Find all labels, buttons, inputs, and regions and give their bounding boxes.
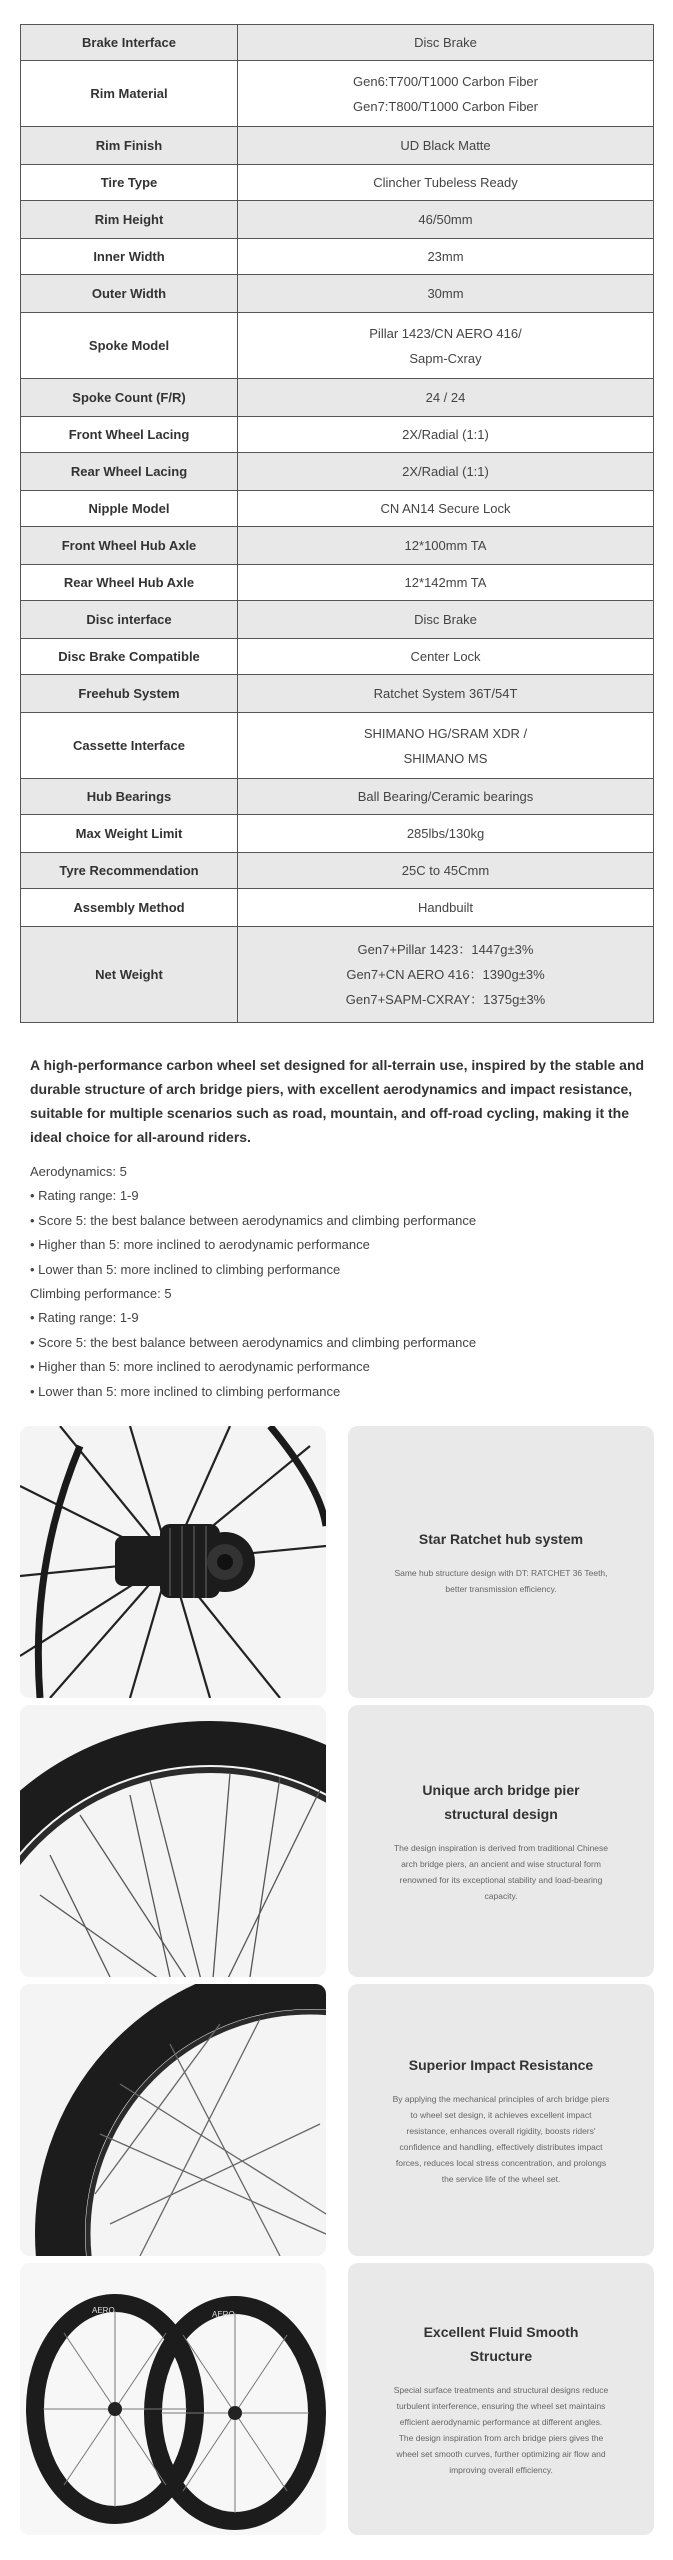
- spec-value-line: 2X/Radial (1:1): [402, 427, 489, 442]
- spec-value-line: 2X/Radial (1:1): [402, 464, 489, 479]
- spec-value: [238, 127, 654, 165]
- spec-value-line: Gen7:T800/T1000 Carbon Fiber: [353, 98, 538, 114]
- rim-spokes-photo: [20, 1984, 326, 2256]
- spec-value-line: Gen7+Pillar 1423：1447g±3%: [357, 942, 534, 957]
- spec-row: [21, 675, 654, 713]
- rating-heading: Aerodynamics: 5: [30, 1164, 127, 1179]
- spec-row: [21, 927, 654, 1023]
- rating-heading: Climbing performance: 5: [30, 1286, 172, 1302]
- spec-label: Nipple Model: [21, 491, 238, 527]
- spec-value: [238, 889, 654, 927]
- spec-value-line: 30mm: [427, 286, 464, 301]
- spec-label: Hub Bearings: [21, 779, 238, 815]
- spec-label: Front Wheel Hub Axle: [21, 527, 238, 565]
- spec-label: Rear Wheel Hub Axle: [21, 565, 238, 601]
- spec-row: [21, 601, 654, 639]
- spec-row: [21, 565, 654, 601]
- spec-label: Tire Type: [21, 165, 238, 201]
- spec-value-line: 24 / 24: [425, 390, 466, 405]
- feature-title: Excellent Fluid Smooth Structure: [423, 2324, 579, 2364]
- spec-row: [21, 379, 654, 417]
- spec-value-line: Center Lock: [410, 649, 481, 664]
- spec-value: [238, 565, 654, 601]
- spec-row: [21, 639, 654, 675]
- spec-value: [238, 927, 654, 1023]
- spec-value-line: 12*100mm TA: [404, 538, 487, 553]
- spec-label: Rim Height: [21, 201, 238, 239]
- spec-value-line: Gen6:T700/T1000 Carbon Fiber: [353, 73, 538, 89]
- spec-value: [238, 313, 654, 379]
- feature-text: Same hub structure design with DT: RATCHET 36 Teeth, better transmission efficiency.: [394, 1568, 608, 1594]
- spec-value: [238, 417, 654, 453]
- spec-value-line: Gen7+SAPM-CXRAY：1375g±3%: [345, 992, 546, 1007]
- spec-row: [21, 61, 654, 127]
- spec-value: [238, 491, 654, 527]
- feature-hub: [20, 1426, 654, 1698]
- product-description: A high-performance carbon wheel set designed for all-terrain use, inspired by the stable and durable structure of arch bridge piers, with excellent aerodynamics and impact resistance, suitable for multiple scenarios such as road, mountain, and off-road cycling, making it the ideal choice for all-around riders.: [30, 1057, 645, 1145]
- spec-label: Outer Width: [21, 275, 238, 313]
- spec-value-line: UD Black Matte: [400, 138, 491, 153]
- spec-row: [21, 25, 654, 61]
- feature-arch: [20, 1705, 654, 1977]
- spec-value-line: 285lbs/130kg: [406, 826, 485, 841]
- feature-card-hub: [348, 1426, 654, 1698]
- spec-value: [238, 239, 654, 275]
- spec-label: Max Weight Limit: [21, 815, 238, 853]
- spec-label: Freehub System: [21, 675, 238, 713]
- feature-card-impact: [348, 1984, 654, 2256]
- spec-label: Rear Wheel Lacing: [21, 453, 238, 491]
- feature-title: Superior Impact Resistance: [408, 2057, 594, 2073]
- spec-value-line: Ratchet System 36T/54T: [373, 686, 518, 701]
- rating-bullet: • Higher than 5: more inclined to aerodynamic performance: [30, 1359, 370, 1375]
- spec-row: [21, 815, 654, 853]
- spec-value-line: SHIMANO HG/SRAM XDR /: [363, 725, 528, 741]
- rim-decal-text: AERO: [92, 2306, 115, 2315]
- spec-row: [21, 713, 654, 779]
- spec-value: [238, 639, 654, 675]
- spec-row: [21, 165, 654, 201]
- rating-bullet: • Score 5: the best balance between aerodynamics and climbing performance: [30, 1334, 477, 1350]
- spec-value: [238, 453, 654, 491]
- spec-row: [21, 275, 654, 313]
- spec-value-line: SHIMANO MS: [403, 750, 488, 766]
- rating-bullet: • Rating range: 1-9: [30, 1310, 139, 1326]
- spec-label: Spoke Model: [21, 313, 238, 379]
- spec-value: [238, 601, 654, 639]
- spec-row: [21, 127, 654, 165]
- spec-label: Assembly Method: [21, 889, 238, 927]
- spec-value: [238, 61, 654, 127]
- spec-label: Spoke Count (F/R): [21, 379, 238, 417]
- spec-value: [238, 275, 654, 313]
- spec-label: Brake Interface: [21, 25, 238, 61]
- spec-value: [238, 201, 654, 239]
- spec-label: Rim Finish: [21, 127, 238, 165]
- wheelset-photo: [20, 2263, 326, 2535]
- spec-value: [238, 779, 654, 815]
- spec-value-line: 12*142mm TA: [404, 575, 487, 590]
- spec-label: Disc interface: [21, 601, 238, 639]
- spec-value: [238, 675, 654, 713]
- feature-title: Star Ratchet hub system: [418, 1531, 584, 1547]
- feature-fluid: [20, 2263, 654, 2535]
- feature-text: Special surface treatments and structural designs reduce turbulent interference, ensuring the wheel set maintains efficient aerodynamic performance at different angles. The design inspiration from arch bridge piers gives the wheel set smooth curves, further optimizing air flow and improving overall efficiency.: [393, 2385, 609, 2475]
- spec-value-line: 23mm: [427, 249, 464, 264]
- spec-row: [21, 417, 654, 453]
- performance-ratings: [30, 1160, 646, 1404]
- feature-title: Unique arch bridge pier structural design: [422, 1782, 580, 1822]
- spec-value-line: Sapm-Cxray: [409, 350, 482, 366]
- rating-bullet: • Lower than 5: more inclined to climbing performance: [30, 1261, 341, 1277]
- spec-label: Rim Material: [21, 61, 238, 127]
- spec-table: [20, 24, 654, 1023]
- spec-row: [21, 453, 654, 491]
- spec-value-line: Clincher Tubeless Ready: [373, 175, 518, 190]
- spec-row: [21, 853, 654, 889]
- rim-decal-text: AERO: [212, 2310, 235, 2319]
- spec-value-line: CN AN14 Secure Lock: [380, 501, 511, 516]
- rating-bullet: • Score 5: the best balance between aerodynamics and climbing performance: [30, 1212, 477, 1228]
- spec-label: Inner Width: [21, 239, 238, 275]
- feature-card-fluid: [348, 2263, 654, 2535]
- spec-value-line: Handbuilt: [418, 900, 473, 915]
- spec-value-line: Disc Brake: [414, 35, 477, 50]
- spec-row: [21, 313, 654, 379]
- spec-row: [21, 779, 654, 815]
- spec-label: Net Weight: [21, 927, 238, 1023]
- spec-value-line: Disc Brake: [414, 612, 477, 627]
- rim-photo: [20, 1705, 326, 1977]
- rating-bullet: • Higher than 5: more inclined to aerodynamic performance: [30, 1237, 370, 1253]
- feature-text: The design inspiration is derived from traditional Chinese arch bridge piers, an ancient and wise structural form renowned for its exceptional stability and load-bearing capacity.: [393, 1843, 609, 1901]
- spec-value: [238, 379, 654, 417]
- spec-row: [21, 201, 654, 239]
- feature-card-arch: [348, 1705, 654, 1977]
- spec-value-line: 25C to 45Cmm: [401, 863, 490, 878]
- spec-label: Tyre Recommendation: [21, 853, 238, 889]
- spec-value: [238, 165, 654, 201]
- spec-value: [238, 853, 654, 889]
- spec-label: Cassette Interface: [21, 713, 238, 779]
- feature-impact: [20, 1984, 654, 2256]
- spec-value: [238, 527, 654, 565]
- spec-value-line: Ball Bearing/Ceramic bearings: [357, 789, 534, 804]
- spec-value: [238, 815, 654, 853]
- spec-row: [21, 491, 654, 527]
- spec-value-line: 46/50mm: [418, 212, 473, 227]
- spec-label: Front Wheel Lacing: [21, 417, 238, 453]
- rating-bullet: • Rating range: 1-9: [30, 1188, 139, 1204]
- spec-row: [21, 239, 654, 275]
- spec-label: Disc Brake Compatible: [21, 639, 238, 675]
- spec-value-line: Gen7+CN AERO 416：1390g±3%: [346, 967, 545, 982]
- spec-value: [238, 713, 654, 779]
- rating-bullet: • Lower than 5: more inclined to climbing performance: [30, 1383, 341, 1399]
- feature-text: By applying the mechanical principles of arch bridge piers to wheel set design, it achieves excellent impact resistance, enhances overall rigidity, boosts riders' confidence and handling, effectively distributes impact forces, reduces local stress concentration, and prolongs the service life of the wheel set.: [392, 2094, 610, 2184]
- hub-photo: [20, 1426, 326, 1698]
- spec-row: [21, 527, 654, 565]
- spec-value-line: Pillar 1423/CN AERO 416/: [369, 325, 522, 341]
- spec-value: [238, 25, 654, 61]
- spec-row: [21, 889, 654, 927]
